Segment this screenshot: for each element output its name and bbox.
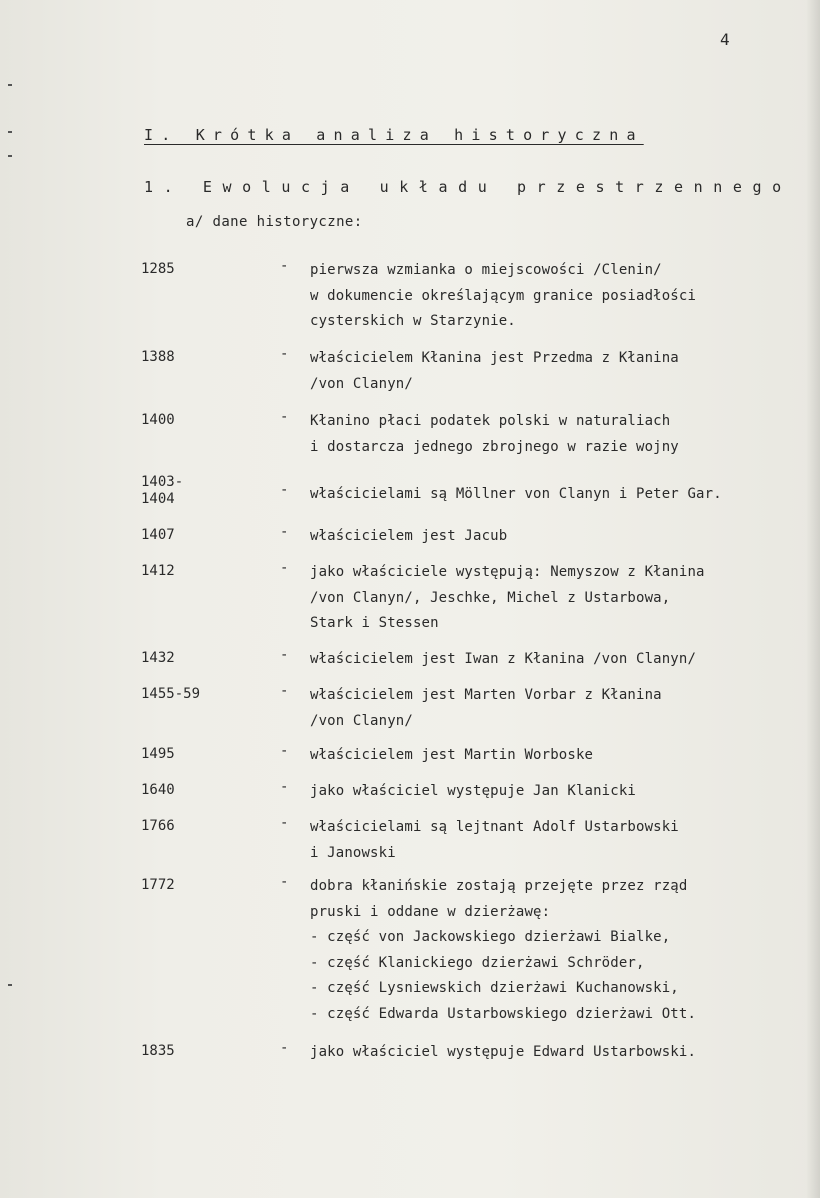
- entry-dash: -: [280, 647, 289, 663]
- entry-year: 1640: [141, 782, 175, 798]
- entry-text: pierwsza wzmianka o miejscowości /Clenin/ w dokumencie określającym granice posiadłości cysterskich w Starzynie.: [310, 262, 697, 329]
- entry-dash: -: [280, 524, 289, 540]
- entry-text: właścicielem jest Marten Vorbar z Kłanina /von Clanyn/: [310, 687, 662, 729]
- entry-year: 1388: [141, 349, 175, 365]
- margin-speck: [8, 131, 12, 133]
- entry-text: dobra kłanińskie zostają przejęte przez rząd pruski i oddane w dzierżawę: - część von Jackowskiego dzierżawi Bialke, - część Klanickiego dzierżawi Schröder, - część Lysniewskich dzierżawi Kuchanowski, - część Edwarda Ustarbowskiego dzierżawi Ott.: [310, 878, 697, 1022]
- entry-text: jako właściciel występuje Jan Klanicki: [310, 783, 636, 799]
- subsection-title: 1. Ewolucja układu przestrzennego: [144, 178, 792, 196]
- margin-speck: [8, 155, 12, 157]
- entry-text: jako właściciel występuje Edward Ustarbowski.: [310, 1044, 697, 1060]
- entry-text: właścicielami są Möllner von Clanyn i Peter Gar.: [310, 486, 722, 502]
- entry-dash: -: [280, 482, 289, 498]
- entry-year: 1495: [141, 746, 175, 762]
- entry-year: 1412: [141, 563, 175, 579]
- entry-text: właścicielem jest Martin Worboske: [310, 747, 594, 763]
- entry-dash: -: [280, 743, 289, 759]
- entry-year: 1772: [141, 877, 175, 893]
- entry-year: 1403- 1404: [141, 474, 184, 507]
- entry-year: 1432: [141, 650, 175, 666]
- entry-dash: -: [280, 560, 289, 576]
- margin-speck: [8, 84, 12, 86]
- entry-year: 1400: [141, 412, 175, 428]
- entry-dash: -: [280, 815, 289, 831]
- entry-text: właścicielem jest Iwan z Kłanina /von Clanyn/: [310, 651, 697, 667]
- entry-dash: -: [280, 1040, 289, 1056]
- entry-year: 1455-59: [141, 686, 201, 702]
- entry-text: właścicielami są lejtnant Adolf Ustarbowski i Janowski: [310, 819, 679, 861]
- entry-text: właścicielem Kłanina jest Przedma z Kłanina /von Clanyn/: [310, 350, 679, 392]
- subheading: a/ dane historyczne:: [186, 214, 363, 230]
- section-title: I. Krótka analiza historyczna: [144, 126, 644, 144]
- entry-year: 1766: [141, 818, 175, 834]
- entry-text: właścicielem jest Jacub: [310, 528, 508, 544]
- entry-year: 1285: [141, 261, 175, 277]
- entry-year: 1835: [141, 1043, 175, 1059]
- margin-speck: [8, 984, 12, 986]
- entry-text: jako właściciele występują: Nemyszow z Kłanina /von Clanyn/, Jeschke, Michel z Ustarbowa, Stark i Stessen: [310, 564, 705, 631]
- entry-dash: -: [280, 779, 289, 795]
- entry-text: Kłanino płaci podatek polski w naturaliach i dostarcza jednego zbrojnego w razie wojny: [310, 413, 679, 455]
- entry-year: 1407: [141, 527, 175, 543]
- entry-dash: -: [280, 874, 289, 890]
- entry-dash: -: [280, 409, 289, 425]
- page-number: 4: [720, 30, 730, 49]
- entry-dash: -: [280, 683, 289, 699]
- entry-dash: -: [280, 346, 289, 362]
- entry-dash: -: [280, 258, 289, 274]
